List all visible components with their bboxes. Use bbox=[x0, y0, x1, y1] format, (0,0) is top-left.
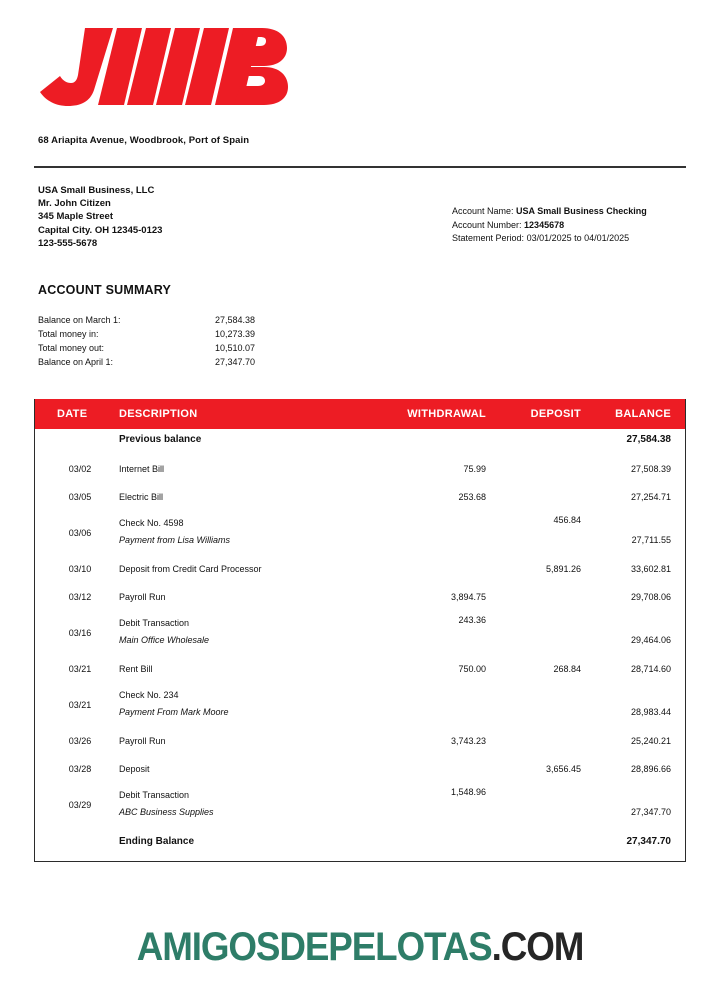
cell-date: 03/02 bbox=[68, 464, 92, 474]
cell-balance: 28,896.66 bbox=[630, 764, 671, 774]
cell-description: Payroll Run bbox=[119, 736, 166, 746]
table-row bbox=[35, 611, 685, 655]
summary-amount: 10,510.07 bbox=[215, 343, 256, 353]
account-info-block bbox=[452, 205, 647, 246]
column-header-balance: BALANCE bbox=[615, 408, 671, 420]
cell-date: 03/21 bbox=[68, 664, 92, 674]
cell-balance: 27,347.70 bbox=[630, 807, 671, 817]
customer-city-state-zip: Capital City. OH 12345-0123 bbox=[38, 224, 163, 236]
cell-deposit: 3,656.45 bbox=[545, 764, 581, 774]
statement-period-row bbox=[452, 232, 647, 246]
transactions-table bbox=[34, 399, 686, 862]
cell-date: 03/06 bbox=[68, 528, 92, 538]
site-watermark bbox=[29, 925, 691, 970]
watermark-primary: AMIGOSDEPELOTAS bbox=[136, 925, 492, 969]
column-header-date: DATE bbox=[57, 408, 88, 420]
transactions-table-header bbox=[35, 399, 685, 429]
cell-description: Debit Transaction bbox=[119, 618, 190, 628]
cell-balance: 25,240.21 bbox=[630, 736, 671, 746]
summary-row bbox=[38, 327, 255, 341]
cell-description: Check No. 234 bbox=[119, 690, 179, 700]
column-header-description: DESCRIPTION bbox=[119, 408, 198, 420]
cell-balance: 29,708.06 bbox=[630, 592, 671, 602]
table-row bbox=[35, 511, 685, 555]
cell-balance: 27,254.71 bbox=[630, 492, 671, 502]
column-header-deposit: DEPOSIT bbox=[530, 408, 581, 420]
table-row bbox=[35, 655, 685, 683]
cell-deposit: 456.84 bbox=[553, 515, 581, 525]
watermark-suffix: .COM bbox=[491, 925, 584, 969]
cell-description: Debit Transaction bbox=[119, 790, 190, 800]
header-divider bbox=[34, 166, 686, 168]
cell-date: 03/26 bbox=[68, 736, 92, 746]
transactions-table-body bbox=[35, 429, 685, 861]
bank-address: 68 Ariapita Avenue, Woodbrook, Port of Spain bbox=[38, 135, 250, 146]
summary-amount: 27,347.70 bbox=[215, 357, 256, 367]
customer-address-block bbox=[38, 184, 162, 250]
account-name-row bbox=[452, 205, 647, 219]
summary-row bbox=[38, 341, 255, 355]
cell-date: 03/05 bbox=[68, 492, 92, 502]
customer-name: Mr. John Citizen bbox=[38, 198, 111, 210]
account-name-value: USA Small Business Checking bbox=[516, 206, 647, 216]
summary-label: Balance on March 1: bbox=[38, 315, 121, 325]
cell-description: Check No. 4598 bbox=[119, 518, 184, 528]
cell-balance: 27,584.38 bbox=[626, 434, 671, 445]
summary-label: Total money out: bbox=[38, 343, 105, 353]
cell-description: Rent Bill bbox=[119, 664, 153, 674]
cell-description: Previous balance bbox=[119, 434, 202, 445]
cell-description-secondary: Main Office Wholesale bbox=[119, 635, 210, 645]
account-name-label: Account Name: bbox=[452, 206, 514, 216]
summary-label: Total money in: bbox=[38, 329, 99, 339]
cell-balance: 29,464.06 bbox=[630, 635, 671, 645]
cell-withdrawal: 3,743.23 bbox=[450, 736, 486, 746]
table-row bbox=[35, 583, 685, 611]
table-row bbox=[35, 483, 685, 511]
table-row bbox=[35, 455, 685, 483]
cell-description: Deposit bbox=[119, 764, 150, 774]
cell-deposit: 5,891.26 bbox=[545, 564, 581, 574]
jmmb-logo bbox=[38, 28, 288, 106]
cell-balance: 27,508.39 bbox=[630, 464, 671, 474]
cell-withdrawal: 1,548.96 bbox=[450, 787, 486, 797]
account-number-label: Account Number: bbox=[452, 219, 522, 230]
cell-date: 03/29 bbox=[68, 800, 92, 810]
column-header-withdrawal: WITHDRAWAL bbox=[407, 408, 486, 420]
summary-row bbox=[38, 355, 255, 369]
cell-description-secondary: Payment From Mark Moore bbox=[119, 707, 229, 717]
cell-date: 03/21 bbox=[68, 700, 92, 710]
cell-date: 03/16 bbox=[68, 628, 92, 638]
cell-date: 03/28 bbox=[68, 764, 92, 774]
cell-withdrawal: 750.00 bbox=[458, 664, 486, 674]
jmmb-logo-icon bbox=[38, 28, 288, 106]
cell-deposit: 268.84 bbox=[553, 664, 581, 674]
cell-description: Internet Bill bbox=[119, 464, 165, 474]
cell-balance: 27,347.70 bbox=[626, 836, 671, 847]
table-row-previous-balance bbox=[35, 429, 685, 455]
cell-description-secondary: Payment from Lisa Williams bbox=[119, 535, 230, 545]
cell-withdrawal: 243.36 bbox=[458, 615, 486, 625]
table-row-ending-balance bbox=[35, 827, 685, 861]
cell-date: 03/12 bbox=[68, 592, 92, 602]
cell-description: Electric Bill bbox=[119, 492, 164, 502]
cell-balance: 33,602.81 bbox=[630, 564, 671, 574]
table-row bbox=[35, 727, 685, 755]
table-row bbox=[35, 783, 685, 827]
account-number-row bbox=[452, 219, 647, 233]
cell-withdrawal: 3,894.75 bbox=[450, 592, 486, 602]
table-row bbox=[35, 755, 685, 783]
account-number-value: 12345678 bbox=[524, 219, 565, 230]
cell-withdrawal: 253.68 bbox=[458, 492, 486, 502]
cell-balance: 28,714.60 bbox=[630, 664, 671, 674]
cell-description: Ending Balance bbox=[119, 836, 195, 847]
summary-amount: 10,273.39 bbox=[215, 329, 256, 339]
cell-description-secondary: ABC Business Supplies bbox=[119, 807, 214, 817]
customer-phone: 123-555-5678 bbox=[38, 237, 98, 249]
account-summary-title: ACCOUNT SUMMARY bbox=[38, 283, 172, 297]
customer-company: USA Small Business, LLC bbox=[38, 185, 155, 196]
table-row bbox=[35, 555, 685, 583]
cell-withdrawal: 75.99 bbox=[463, 464, 486, 474]
cell-date: 03/10 bbox=[68, 564, 92, 574]
account-summary-table bbox=[38, 313, 255, 369]
cell-description: Payroll Run bbox=[119, 592, 166, 602]
cell-description: Deposit from Credit Card Processor bbox=[119, 564, 262, 574]
table-row bbox=[35, 683, 685, 727]
summary-label: Balance on April 1: bbox=[38, 357, 114, 367]
summary-row bbox=[38, 313, 255, 327]
cell-balance: 27,711.55 bbox=[631, 535, 671, 545]
summary-amount: 27,584.38 bbox=[215, 315, 256, 325]
customer-street: 345 Maple Street bbox=[38, 211, 113, 223]
statement-period-label: Statement Period: bbox=[452, 233, 525, 243]
cell-balance: 28,983.44 bbox=[630, 707, 671, 717]
statement-period-value: 03/01/2025 to 04/01/2025 bbox=[526, 233, 630, 243]
